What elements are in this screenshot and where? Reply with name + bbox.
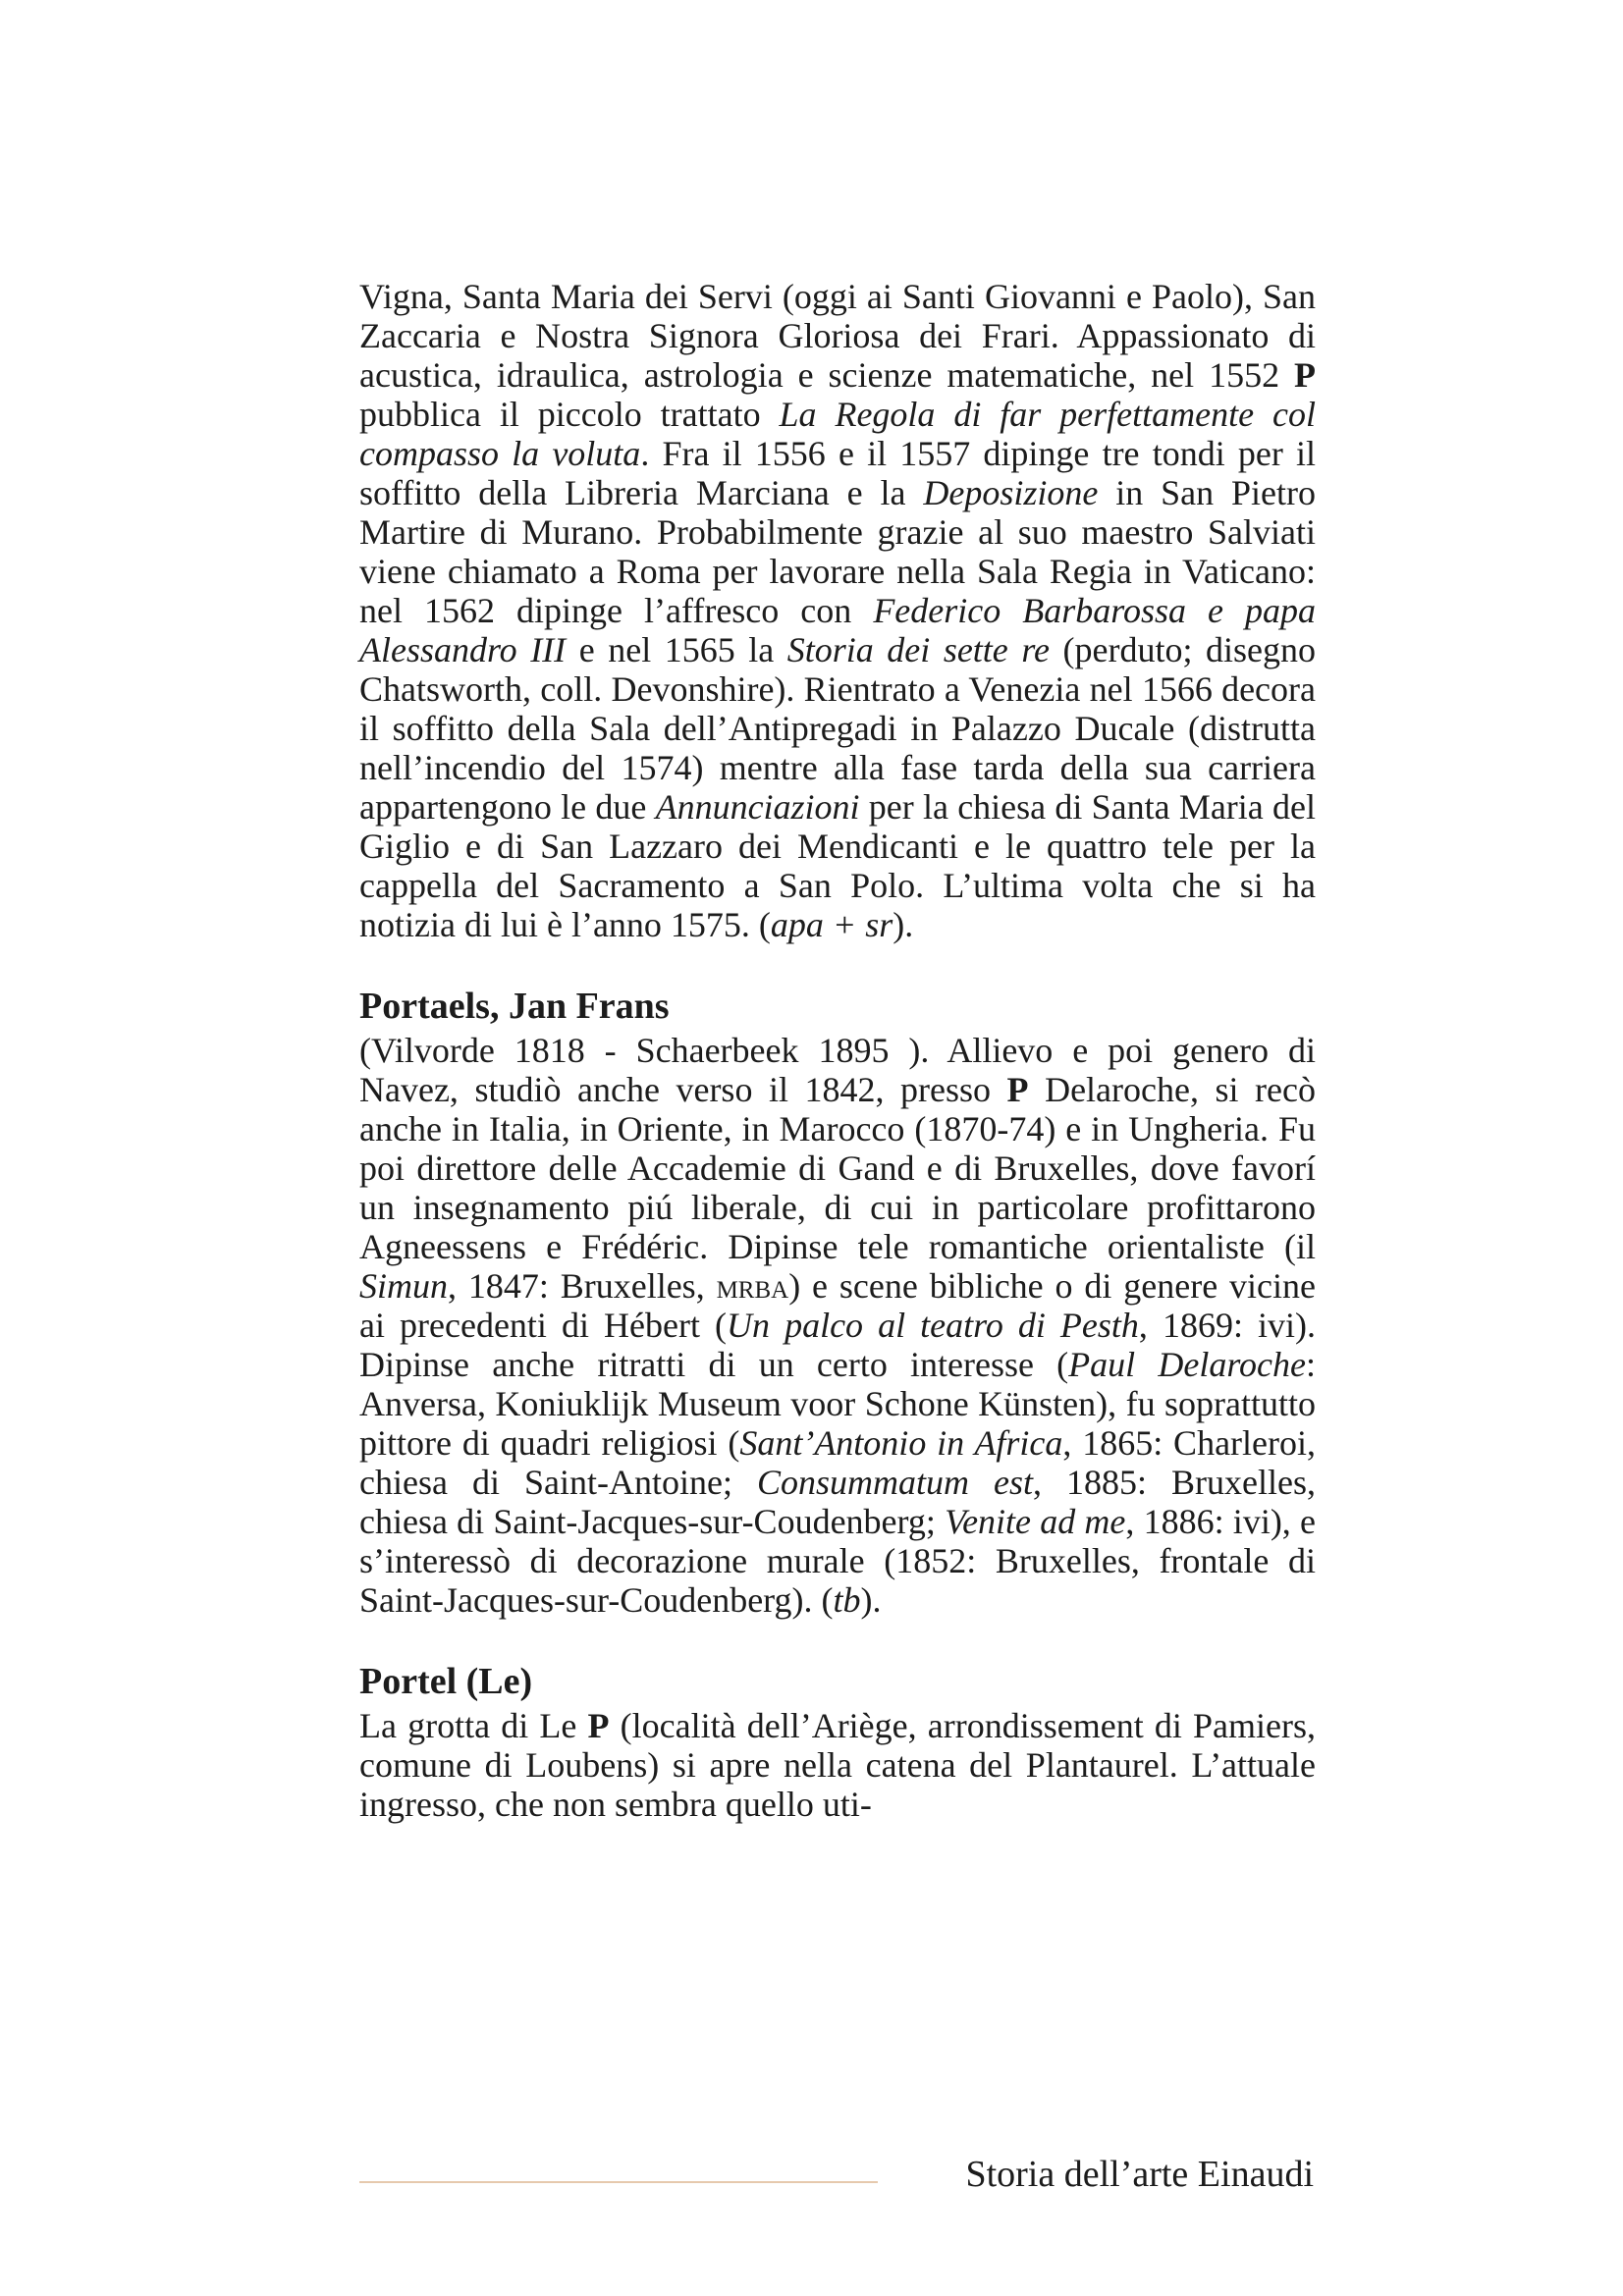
text-run: (perduto; disegno Chatsworth, coll. Devonshire). Rientrato a Venezia nel 1566 decora il soffitto della Sala dell’Antipregadi in Palazzo Ducale (distrutta nell’incendio del 1574) mentre alla fase tarda della sua carriera appartengono le due [359,630,1316,827]
entry-heading: Portaels, Jan Frans [359,986,670,1027]
text-run: Vigna, Santa Maria dei Servi (oggi ai Santi Giovanni e Paolo), San Zaccaria e Nostra Signora Gloriosa dei Frari. Appassionato di acustica, idraulica, astrologia e scienze matematiche, nel 1552 [359,277,1316,395]
work-title: Storia dei sette re [786,630,1050,669]
text-run: pubblica il piccolo trattato [359,395,780,434]
text-run: (Vilvorde 1818 - Schaerbeek 1895 ). Allievo e poi genero di Navez, studiò anche verso il 1842, presso [359,1031,1316,1109]
text-run: Delaroche, si recò anche in Italia, in Oriente, in Marocco (1870-74) e in Ungheria. Fu poi direttore delle Accademie di Gand e di Bruxelles, dove favorí un insegnamento piú liberale, di cui in particolare profittarono Agneessens e Frédéric. Dipinse tele romantiche orientaliste (il [359,1070,1316,1266]
entry-abbreviation: P [587,1706,610,1745]
work-title: Venite ad me [945,1502,1126,1541]
entry-portaels [359,984,1316,1620]
entry-abbreviation: P [1006,1070,1029,1109]
text-run: La grotta di Le [359,1706,588,1745]
entry-portel [359,1659,1316,1824]
work-title: Consummatum est [756,1463,1033,1502]
text-run: in San Pietro Martire di Murano. Probabilmente grazie al suo maestro Salviati viene chiamato a Roma per lavorare nella Sala Regia in Vaticano: nel 1562 dipinge l’affresco con [359,473,1316,630]
work-title: Un palco al teatro di Pesth [727,1306,1139,1345]
text-run: , 1886: ivi), e s’interessò di decorazione murale (1852: Bruxelles, frontale di Saint-Jacques-sur-Coudenberg). ( [359,1502,1316,1620]
text-run: , 1869: ivi). Dipinse anche ritratti di un certo interesse ( [359,1306,1316,1384]
work-title: Federico Barbarossa e papa Alessandro III [359,591,1316,669]
entry-heading: Portel (Le) [359,1661,533,1702]
entry-abbreviation: P [1294,355,1316,395]
text-run: per la chiesa di Santa Maria del Giglio e di San Lazzaro dei Mendicanti e le quattro tele per la cappella del Sacramento a San Polo. L’ultima volta che si ha notizia di lui è l’anno 1575. ( [359,787,1316,944]
work-title: Simun [359,1266,448,1306]
text-run: , 1847: Bruxelles, [448,1266,717,1306]
text-run: , 1865: Charleroi, chiesa di Saint-Antoine; [359,1423,1317,1502]
intro-paragraph [359,277,1316,944]
work-title: Deposizione [923,473,1099,512]
text-run: , 1885: Bruxelles, chiesa di Saint-Jacques-sur-Coudenberg; [359,1463,1316,1541]
text-run: ). [893,905,914,944]
museum-abbreviation: mrba [716,1266,789,1306]
work-title: Paul Delaroche [1068,1345,1306,1384]
text-column [359,277,1316,1824]
text-run: (località dell’Ariège, arrondissement di Pamiers, comune di Loubens) si apre nella catena del Plantaurel. L’attuale ingresso, che non sembra quello uti- [359,1706,1316,1824]
text-run: e nel 1565 la [566,630,787,669]
author-initials: tb [833,1580,861,1620]
work-title: Annunciazioni [655,787,860,827]
work-title: Sant’Antonio in Africa [739,1423,1063,1463]
text-run: ) e scene bibliche o di genere vicine ai precedenti di Hébert ( [359,1266,1316,1345]
footer-rule [359,2181,878,2183]
text-run: ). [860,1580,882,1620]
text-run: . Fra il 1556 e il 1557 dipinge tre tondi per il soffitto della Libreria Marciana e la [359,434,1316,512]
footer-title: Storia dell’arte Einaudi [965,2154,1314,2195]
entry-paragraph [359,1706,1316,1824]
entry-paragraph [359,1031,1316,1620]
author-initials: apa + sr [770,905,893,944]
text-run: : Anversa, Koniuklijk Museum voor Schone Künsten), fu soprattutto pittore di quadri religiosi ( [359,1345,1316,1463]
work-title: La Regola di far perfettamente col compasso la voluta [359,395,1316,473]
